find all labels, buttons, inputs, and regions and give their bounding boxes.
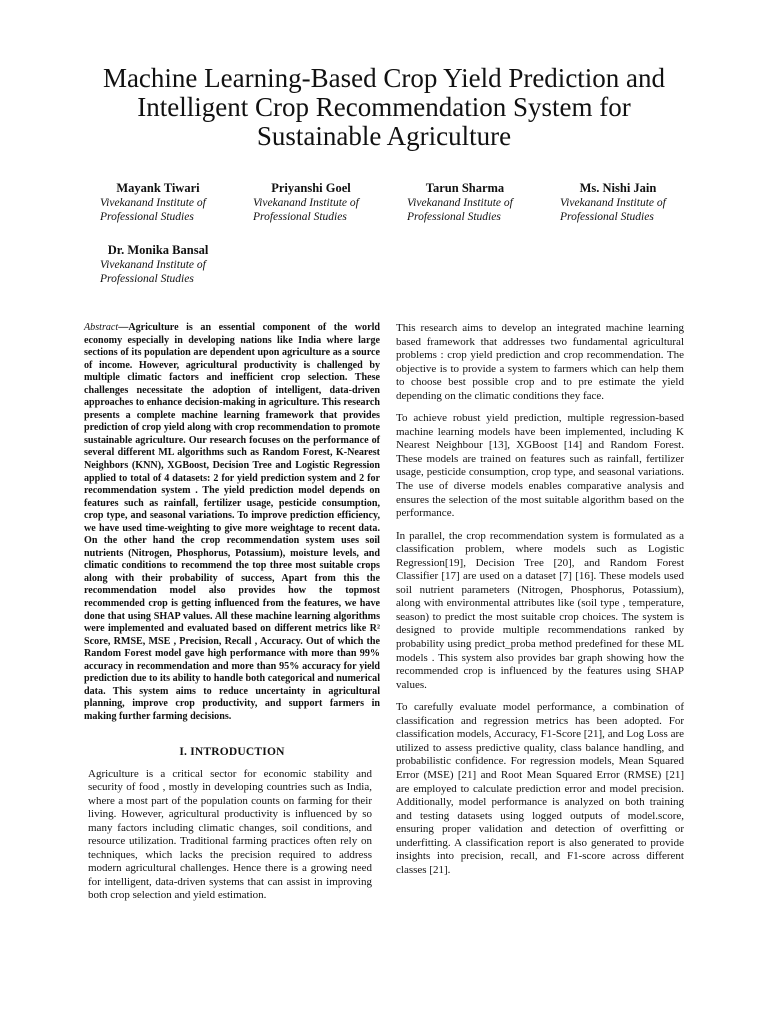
author-affiliation: Vivekanand Institute of	[407, 197, 513, 209]
author-name: Mayank Tiwari	[116, 181, 200, 195]
abstract-text: Agriculture is an essential component of the world economy especially in developing nations like India where large sections of its population are dependent upon agriculture as a source of income. However, agricultural productivity is challenged by multiple climatic factors and inefficient crop selection. These challenges necessitate the adoption of intelligent, data-driven approaches to enhance decision-making in agriculture. This research presents a complete machine learning framework that provides prediction of crop yield along with crop recommendation to promote sustainable agriculture. Our research focuses on the performance of several different ML algorithms such as Random Forest, K-Nearest Neighbors (KNN), XGBoost, Decision Tree and Logistic Regression applied to total of 4 datasets: 2 for yield prediction system and 2 for recommendation system . The yield prediction model depends on features such as rainfall, fertilizer usage, pesticide consumption, crop type, and seasonal variations. To improve prediction efficiency, we have used time-weighting to give more weightage to recent data. On the other hand the crop recommendation system uses soil nutrients (Nitrogen, Phosphorus, Potassium), moisture levels, and climatic conditions to recommend the top three most suitable crops along with their probability of success, Apart from this the recommendation model also provides how the topmost recommended crop is getting influenced from the features, we have done that using SHAP values. All these machine learning algorithms were implemented and evaluated based on different metrics like R² Score, RMSE, MSE , Precision, Recall , Accuracy. Out of which the Random Forest model gave high performance with more than 99% accuracy in recommendation and more than 95% accuracy for yield prediction due to its ability to handle both categorical and numerical data. This system aims to reduce uncertainty in agricultural planning, improve crop productivity, and support farmers in making further farming decisions.	[84, 322, 380, 722]
title-line: Sustainable Agriculture	[256, 121, 512, 151]
author-entry	[538, 180, 698, 224]
author-affiliation: Professional Studies	[253, 211, 347, 223]
author-entry	[385, 180, 545, 224]
body-paragraph: In parallel, the crop recommendation system is formulated as a classification problem, where models such as Logistic Regression[19], Decision Tree [20], and Random Forest Classifier [17] are used on a dataset [7] [16]. These models used soil nutrient parameters (Nitrogen, Phosphorus, Potassium), along with environmental attributes like (soil type , temperature, season) to predict the most suitable crop choices. The system is designed to provide multiple recommendations ranked by probability using predict_proba method predefined for these ML models . This system also provides bar graph showing how the recommended crop is influenced by the features using SHAP values.	[396, 529, 684, 691]
author-affiliation: Professional Studies	[100, 211, 194, 223]
title-line: Intelligent Crop Recommendation System for	[137, 92, 631, 122]
author-affiliation: Vivekanand Institute of	[100, 259, 206, 271]
body-paragraph: To carefully evaluate model performance, a combination of classification and regression metrics has been adopted. For classification models, Accuracy, F1-Score [21], and Log Loss are utilized to assess predictive quality, class balance handling, and probabilistic confidence. For regression models, Mean Squared Error (MSE) [21] and Root Mean Squared Error (RMSE) [21] are employed to calculate prediction error and model precision. Additionally, model performance is analyzed on both training and testing datasets using logged outputs of model.score, ensuring proper validation and detection of overfitting or underfitting. A classification report is also generated to provide insights into precision, recall, and F1-score across different classes [21].	[396, 701, 684, 876]
author-entry	[78, 180, 238, 224]
section-heading: I. INTRODUCTION	[179, 745, 285, 758]
author-block	[0, 180, 768, 290]
title-line: Machine Learning-Based Crop Yield Prediction and	[102, 63, 666, 93]
body-paragraph: To achieve robust yield prediction, multiple regression-based machine learning models have been implemented, including K Nearest Neighbour [13], XGBoost [14] and Random Forest. These models are trained on features such as rainfall, fertilizer usage, pesticide consumption, crop type, and seasonal variations. The use of diverse models enables comparative analysis and ensures the selection of the most suitable algorithm based on the performance.	[396, 412, 684, 520]
author-affiliation: Vivekanand Institute of	[560, 197, 666, 209]
body-paragraph: This research aims to develop an integrated machine learning based framework that addresses two fundamental agricultural problems : crop yield prediction and crop recommendation. The objective is to provide a system to farmers which can help them to choose best possible crop and to pre estimate the yield depending on the climatic conditions they face.	[396, 322, 684, 402]
abstract-lead: Abstract	[84, 322, 119, 333]
author-affiliation: Vivekanand Institute of	[100, 197, 206, 209]
author-affiliation: Professional Studies	[407, 211, 501, 223]
abstract	[84, 322, 380, 724]
author-affiliation: Vivekanand Institute of	[253, 197, 359, 209]
author-name: Ms. Nishi Jain	[579, 181, 657, 195]
author-entry	[78, 242, 238, 286]
left-column	[84, 322, 380, 903]
abstract-dash: —	[118, 322, 129, 333]
intro-paragraph: Agriculture is a critical sector for economic stability and security of food , mostly in developing countries such as India, where a most part of the population counts on farming for their living. However, agricultural productivity is influenced by so many factors including climatic changes, soil conditions, and resource utilization. Traditional farming practices often rely on techniques, which lacks the precision required to address modern agricultural challenges. Hence there is a growing need for intelligent, data-driven systems that can assist in improving both crop selection and yield estimation.	[88, 767, 372, 902]
author-affiliation: Professional Studies	[560, 211, 654, 223]
author-name: Dr. Monika Bansal	[107, 243, 209, 257]
paper-title	[40, 64, 728, 151]
author-name: Tarun Sharma	[425, 181, 505, 195]
author-affiliation: Professional Studies	[100, 273, 194, 285]
author-entry	[231, 180, 391, 224]
author-name: Priyanshi Goel	[271, 181, 351, 195]
right-column	[396, 322, 684, 886]
